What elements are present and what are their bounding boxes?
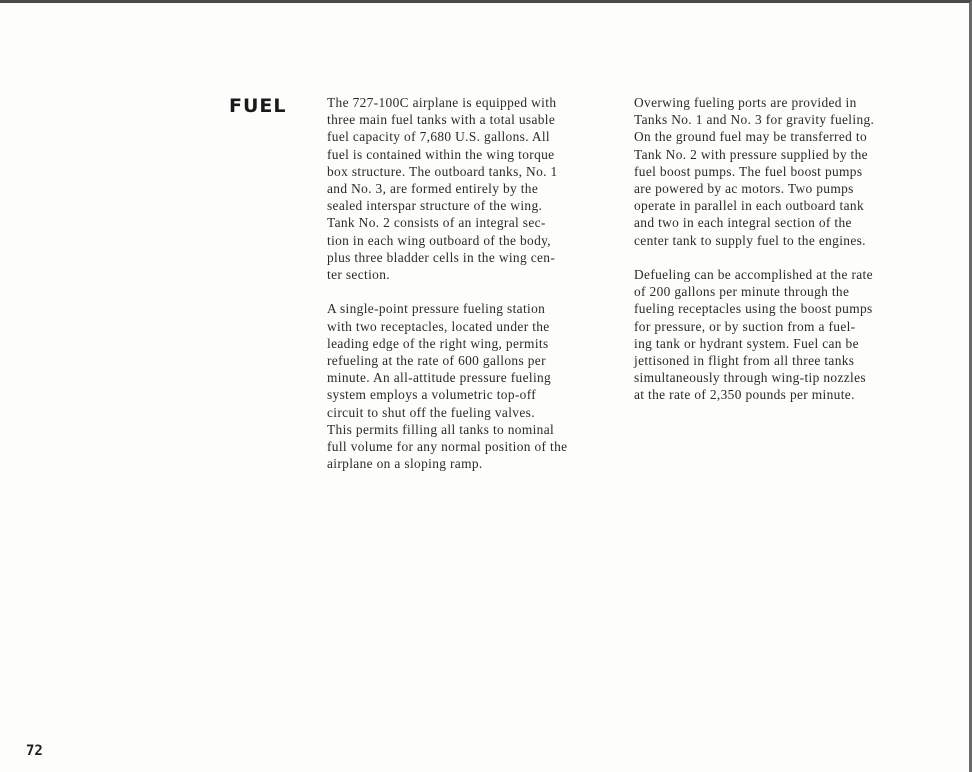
text-line: The 727-100C airplane is equipped with xyxy=(327,95,557,110)
text-line: minute. An all-attitude pressure fueling xyxy=(327,370,552,386)
paragraph-overwing-fueling xyxy=(634,94,934,249)
text-line: refueling at the rate of 600 gallons per xyxy=(327,353,546,369)
text-line: full volume for any normal position of the xyxy=(327,439,568,455)
paragraph-pressure-fueling xyxy=(327,300,619,472)
text-line: fuel boost pumps. The fuel boost pumps xyxy=(634,163,863,179)
section-heading: FUEL xyxy=(229,95,287,117)
text-line: center tank to supply fuel to the engines. xyxy=(634,232,866,248)
paragraph-spacer xyxy=(327,283,619,300)
text-line: ing tank or hydrant system. Fuel can be xyxy=(634,335,859,351)
text-line: circuit to shut off the fueling valves. xyxy=(327,404,535,420)
text-line: ter section. xyxy=(327,267,390,283)
text-line: Overwing fueling ports are provided in xyxy=(634,95,857,110)
text-line: Tanks No. 1 and No. 3 for gravity fueling. xyxy=(634,112,875,128)
text-line: This permits filling all tanks to nominal xyxy=(327,421,555,437)
text-line: operate in parallel in each outboard tank xyxy=(634,198,864,214)
page-number: 72 xyxy=(26,743,43,759)
text-line: system employs a volumetric top-off xyxy=(327,387,537,403)
text-line: On the ground fuel may be transferred to xyxy=(634,129,868,145)
text-line: three main fuel tanks with a total usable xyxy=(327,112,556,128)
text-line: and No. 3, are formed entirely by the xyxy=(327,181,539,197)
text-line: fuel capacity of 7,680 U.S. gallons. All xyxy=(327,129,551,145)
text-line: plus three bladder cells in the wing cen- xyxy=(327,249,556,265)
text-line: sealed interspar structure of the wing. xyxy=(327,198,543,214)
paragraph-spacer xyxy=(634,249,934,266)
text-line: at the rate of 2,350 pounds per minute. xyxy=(634,387,855,403)
text-line: tion in each wing outboard of the body, xyxy=(327,232,552,248)
text-line: of 200 gallons per minute through the xyxy=(634,284,850,300)
text-line: fuel is contained within the wing torque xyxy=(327,146,555,162)
text-line: are powered by ac motors. Two pumps xyxy=(634,181,854,197)
left-text-column xyxy=(327,94,619,472)
text-line: Tank No. 2 with pressure supplied by the xyxy=(634,146,868,162)
text-line: Tank No. 2 consists of an integral sec- xyxy=(327,215,546,231)
right-text-column xyxy=(634,94,934,404)
text-line: simultaneously through wing-tip nozzles xyxy=(634,370,866,386)
paragraph-defueling xyxy=(634,266,934,404)
text-line: fueling receptacles using the boost pumps xyxy=(634,301,873,317)
text-line: and two in each integral section of the xyxy=(634,215,852,231)
paragraph-fuel-tanks xyxy=(327,94,619,283)
text-line: A single-point pressure fueling station xyxy=(327,301,546,317)
text-line: for pressure, or by suction from a fuel- xyxy=(634,318,856,334)
text-line: jettisoned in flight from all three tanks xyxy=(634,353,855,369)
text-line: box structure. The outboard tanks, No. 1 xyxy=(327,163,558,179)
text-line: leading edge of the right wing, permits xyxy=(327,335,549,351)
text-line: with two receptacles, located under the xyxy=(327,318,550,334)
text-line: airplane on a sloping ramp. xyxy=(327,456,483,472)
text-line: Defueling can be accomplished at the rate xyxy=(634,267,873,283)
